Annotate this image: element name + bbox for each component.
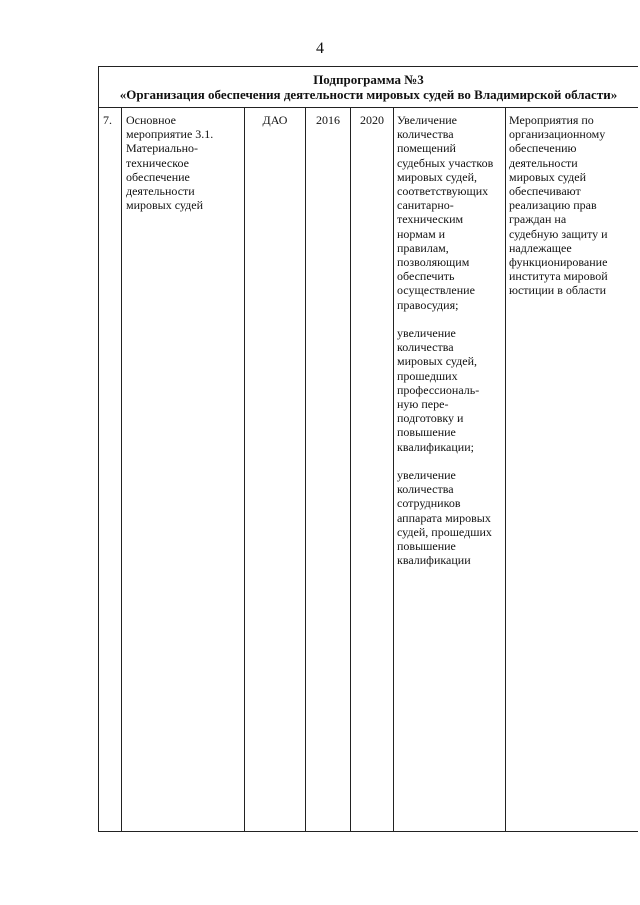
expected-result: Увеличение количества помещений судебных участков мировых судей, соответствующих санитарно- техническим нормам и правилам, позволяющим обеспечить осуществление правосудия; увеличение количества мировых судей, прошедших профессиональ- ную пере- подготовку и повышение квалификации; увеличение количества сотрудников аппарата мировых судей, прошедших повышение квалификации xyxy=(397,113,494,568)
column-divider xyxy=(350,108,351,831)
page-number: 4 xyxy=(316,40,324,57)
row-number: 7. xyxy=(103,113,112,127)
end-year: 2020 xyxy=(360,113,384,127)
subprogram-name: «Организация обеспечения деятельности мировых судей во Владимирской области» xyxy=(119,87,618,102)
subprogram-title: Подпрограмма №3 xyxy=(313,72,424,87)
column-divider xyxy=(305,108,306,831)
column-divider xyxy=(505,108,506,831)
column-divider xyxy=(244,108,245,831)
column-divider xyxy=(393,108,394,831)
subprogram-table xyxy=(98,66,638,832)
column-divider xyxy=(121,108,122,831)
subprogram-header xyxy=(99,67,638,108)
event-name: Основное мероприятие 3.1. Материально- техническое обеспечение деятельности мировых судей xyxy=(126,113,214,213)
failure-consequences: Мероприятия по организационному обеспечению деятельности мировых судей обеспечивают реализацию прав граждан на судебную защиту и надлежащее функционирование института мировой юстиции в области xyxy=(509,113,608,298)
executor: ДАО xyxy=(262,113,288,127)
start-year: 2016 xyxy=(316,113,340,127)
